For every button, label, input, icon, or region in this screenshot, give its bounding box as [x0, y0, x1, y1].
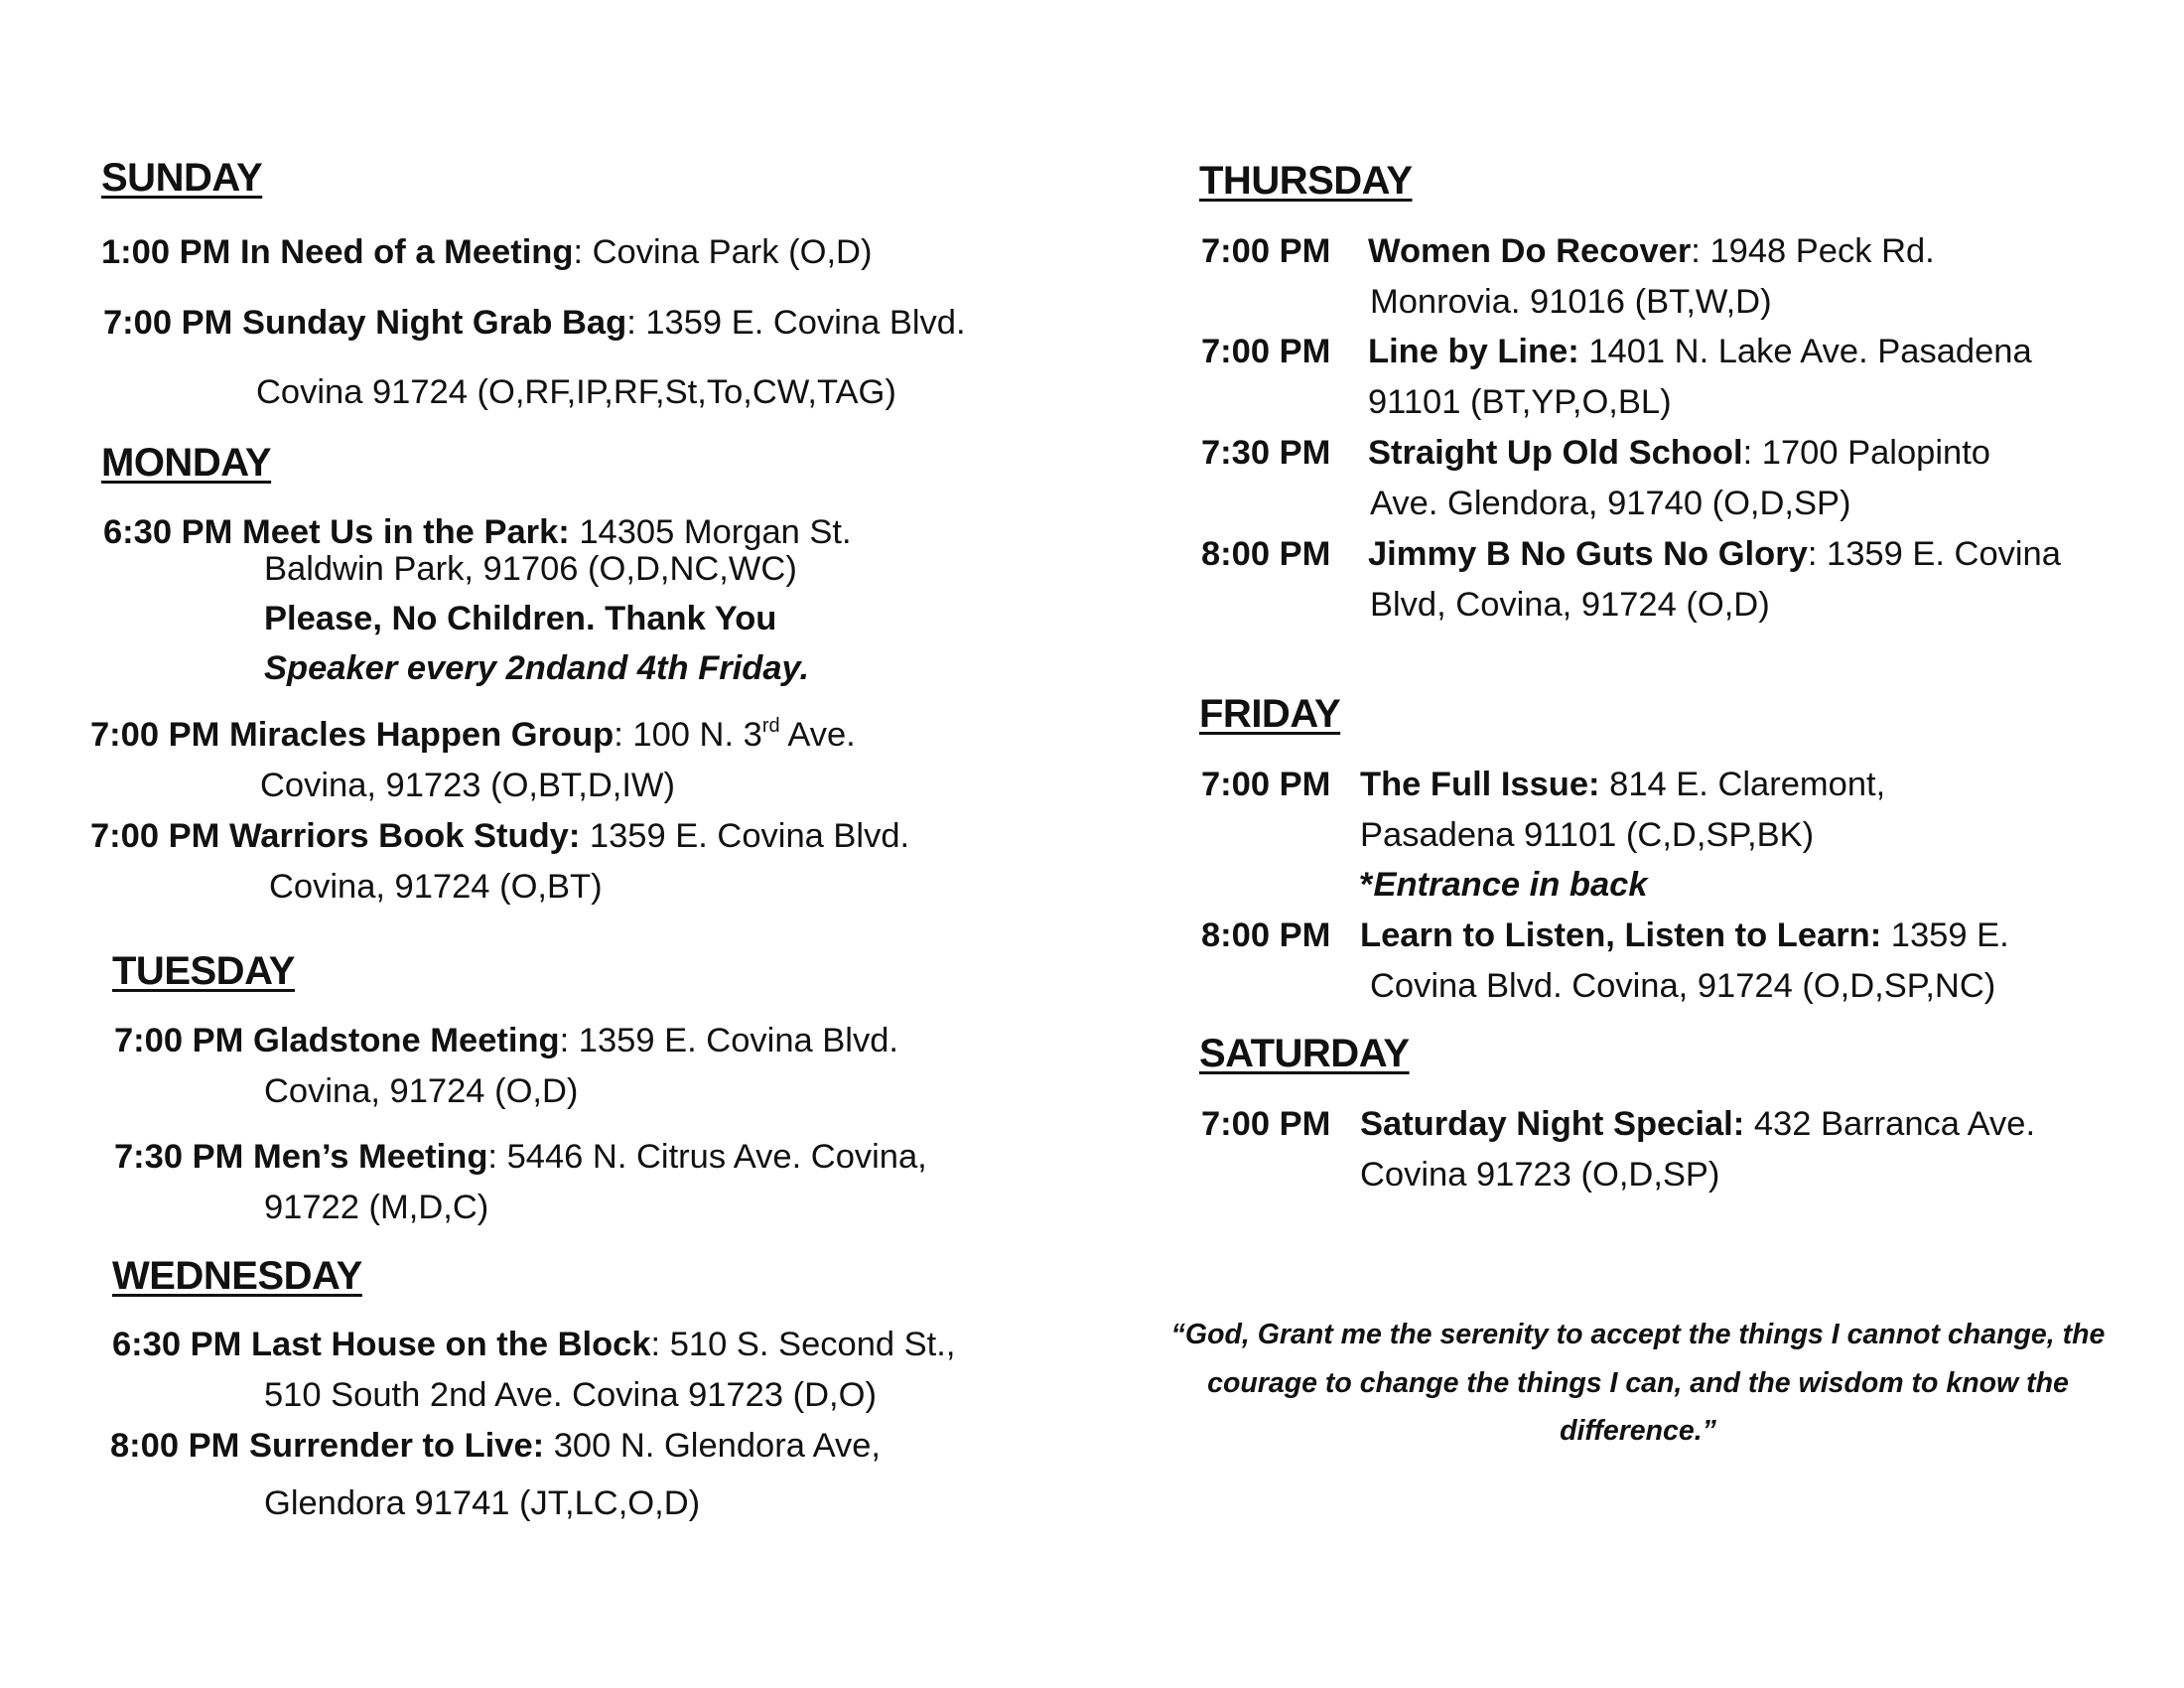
- meeting-name: Women Do Recover: [1368, 232, 1692, 270]
- meeting-address: 5446 N. Citrus Ave. Covina,: [497, 1138, 927, 1176]
- tuesday-meeting-2-address: 91722 (M,D,C): [264, 1189, 489, 1226]
- meeting-name: Straight Up Old School: [1368, 434, 1743, 472]
- meeting-time: 7:00 PM: [1201, 333, 1331, 370]
- monday-meeting-3-address: Covina, 91724 (O,BT): [269, 868, 603, 906]
- monday-meeting-1: [103, 512, 852, 552]
- monday-meeting-1-speaker-note: Speaker every 2ndand 4th Friday.: [264, 649, 810, 687]
- tuesday-meeting-1-address: Covina, 91724 (O,D): [264, 1072, 579, 1110]
- wednesday-meeting-2-address: Glendora 91741 (JT,LC,O,D): [264, 1484, 701, 1522]
- meeting-time: 7:30 PM: [114, 1138, 244, 1176]
- saturday-heading: SATURDAY: [1199, 1032, 1410, 1075]
- meeting-address: 1359 E.: [1881, 916, 2009, 954]
- meeting-name: Warriors Book Study:: [228, 817, 581, 855]
- monday-meeting-1-note: Please, No Children. Thank You: [264, 600, 777, 637]
- thursday-meeting-4-address: Blvd, Covina, 91724 (O,D): [1370, 586, 1770, 624]
- tuesday-meeting-2: 7:30 PM Men’s Meeting: 5446 N. Citrus Ave. Covina,: [114, 1138, 927, 1176]
- thursday-heading: THURSDAY: [1199, 159, 1413, 203]
- monday-heading: MONDAY: [101, 441, 272, 485]
- friday-meeting-2-address: Covina Blvd. Covina, 91724 (O,D,SP,NC): [1370, 967, 1996, 1005]
- meeting-time: 6:30 PM: [112, 1326, 242, 1363]
- meeting-time: 7:00 PM: [114, 1022, 244, 1059]
- sunday-meeting-2: 7:00 PM Sunday Night Grab Bag: 1359 E. Covina Blvd.: [103, 304, 966, 342]
- meeting-name: Learn to Listen, Listen to Learn:: [1360, 916, 1882, 954]
- meeting-time: 1:00 PM: [101, 233, 231, 271]
- meeting-address: 1948 Peck Rd.: [1700, 232, 1935, 270]
- monday-meeting-3: [90, 816, 909, 856]
- serenity-prayer: “God, Grant me the serenity to accept the things I cannot change, the courage to change the things I can, and the wisdom to know the difference.”: [1170, 1319, 2106, 1447]
- meeting-time: 8:00 PM: [1201, 535, 1331, 573]
- meeting-time: 7:30 PM: [1201, 434, 1331, 472]
- tuesday-heading: TUESDAY: [112, 949, 295, 993]
- meeting-name: Last House on the Block: [250, 1326, 651, 1363]
- meeting-address: 1359 E. Covina: [1817, 535, 2061, 573]
- meeting-address: 432 Barranca Ave.: [1744, 1105, 2036, 1143]
- thursday-meeting-1: 7:00 PM Women Do Recover: 1948 Peck Rd.: [1201, 232, 1935, 270]
- meeting-address: Covina Park (O,D): [583, 233, 873, 271]
- meeting-address: 1401 N. Lake Ave. Pasadena: [1578, 333, 2032, 370]
- meeting-address: 100 N. 3: [622, 716, 762, 754]
- tuesday-meeting-1: 7:00 PM Gladstone Meeting: 1359 E. Covina Blvd.: [114, 1022, 898, 1059]
- thursday-meeting-4: 8:00 PM Jimmy B No Guts No Glory: 1359 E. Covina: [1201, 535, 2061, 573]
- meeting-name: Sunday Night Grab Bag: [241, 304, 627, 342]
- meeting-address: 1359 E. Covina Blvd.: [569, 1022, 898, 1059]
- meeting-time: 7:00 PM: [1201, 1105, 1331, 1143]
- friday-meeting-2: [1201, 915, 2009, 955]
- meeting-name: Jimmy B No Guts No Glory: [1368, 535, 1808, 573]
- wednesday-heading: WEDNESDAY: [112, 1254, 362, 1298]
- meeting-name: Line by Line:: [1368, 333, 1579, 370]
- friday-heading: FRIDAY: [1199, 692, 1341, 736]
- meeting-time: 7:00 PM: [90, 817, 220, 855]
- meeting-address: 14305 Morgan St.: [569, 513, 852, 551]
- saturday-meeting-1: [1201, 1104, 2035, 1144]
- meeting-time: 7:00 PM: [1201, 766, 1331, 803]
- wednesday-meeting-1-address: 510 South 2nd Ave. Covina 91723 (D,O): [264, 1376, 877, 1414]
- thursday-meeting-2: [1201, 332, 2032, 371]
- meeting-time: 7:00 PM: [90, 716, 220, 754]
- meeting-address: 1700 Palopinto: [1752, 434, 1990, 472]
- monday-meeting-2-address: Covina, 91723 (O,BT,D,IW): [260, 767, 675, 804]
- monday-meeting-1-address: Baldwin Park, 91706 (O,D,NC,WC): [264, 550, 797, 588]
- meeting-name: Miracles Happen Group: [228, 716, 614, 754]
- thursday-meeting-1-address: Monrovia. 91016 (BT,W,D): [1370, 283, 1772, 321]
- meeting-time: 8:00 PM: [1201, 916, 1331, 954]
- sunday-heading: SUNDAY: [101, 156, 263, 200]
- thursday-meeting-2-address: 91101 (BT,YP,O,BL): [1368, 383, 1672, 421]
- meeting-name: Men’s Meeting: [252, 1138, 488, 1176]
- meeting-name: Saturday Night Special:: [1360, 1105, 1745, 1143]
- meeting-name: In Need of a Meeting: [239, 233, 574, 271]
- meeting-address: 510 S. Second St.,: [660, 1326, 956, 1363]
- meeting-name: The Full Issue:: [1360, 766, 1600, 803]
- meeting-time: 7:00 PM: [1201, 232, 1331, 270]
- thursday-meeting-3: 7:30 PM Straight Up Old School: 1700 Palopinto: [1201, 434, 1990, 472]
- sunday-meeting-2-address: Covina 91724 (O,RF,IP,RF,St,To,CW,TAG): [256, 373, 896, 411]
- meeting-name: Surrender to Live:: [248, 1427, 545, 1465]
- meeting-time: 7:00 PM: [103, 304, 233, 342]
- meeting-address: 814 E. Claremont,: [1599, 766, 1886, 803]
- meeting-address: 1359 E. Covina Blvd.: [580, 817, 910, 855]
- friday-meeting-1-note: *Entrance in back: [1360, 866, 1648, 904]
- meeting-name: Meet Us in the Park:: [241, 513, 570, 551]
- wednesday-meeting-2: [110, 1426, 881, 1466]
- meeting-address: 300 N. Glendora Ave,: [544, 1427, 881, 1465]
- meeting-name: Gladstone Meeting: [252, 1022, 560, 1059]
- friday-meeting-1-address: Pasadena 91101 (C,D,SP,BK): [1360, 816, 1815, 854]
- saturday-meeting-1-address: Covina 91723 (O,D,SP): [1360, 1156, 1720, 1194]
- thursday-meeting-3-address: Ave. Glendora, 91740 (O,D,SP): [1370, 485, 1851, 522]
- meeting-time: 8:00 PM: [110, 1427, 240, 1465]
- wednesday-meeting-1: 6:30 PM Last House on the Block: 510 S. Second St.,: [112, 1326, 956, 1363]
- friday-meeting-1: [1201, 765, 1885, 804]
- sunday-meeting-1: 1:00 PM In Need of a Meeting: Covina Park (O,D): [101, 233, 873, 271]
- meeting-address: 1359 E. Covina Blvd.: [635, 304, 966, 342]
- meeting-time: 6:30 PM: [103, 513, 233, 551]
- monday-meeting-2: 7:00 PM Miracles Happen Group: 100 N. 3rd Ave.: [90, 715, 856, 754]
